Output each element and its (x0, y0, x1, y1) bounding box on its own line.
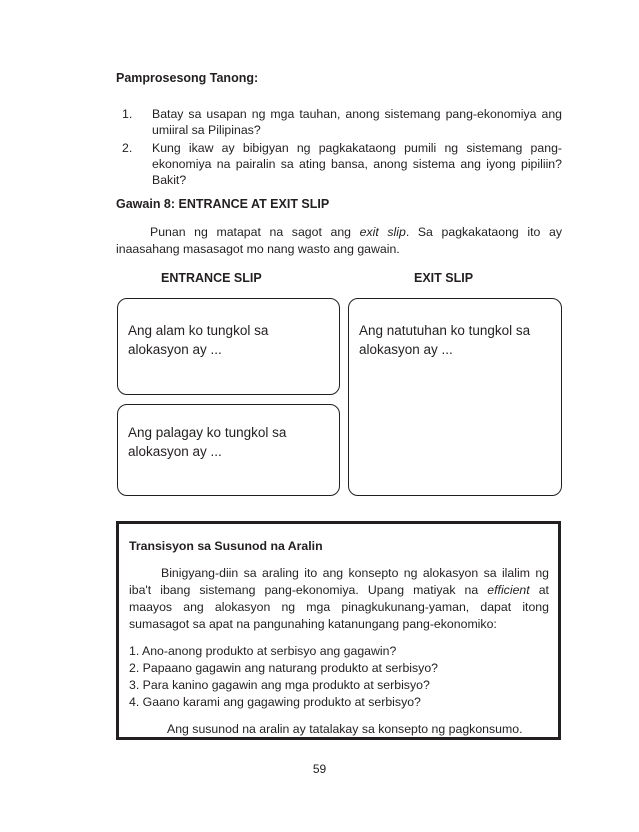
question-number: 1. (122, 107, 133, 121)
transition-box (116, 521, 561, 740)
transition-content (129, 538, 549, 738)
exit-slip-prompt: Ang natutuhan ko tungkol sa alokasyon ay ... (359, 323, 531, 357)
question-item (122, 106, 562, 138)
transition-closing: Ang susunod na aralin ay tatalakay sa konsepto ng pagkonsumo. (167, 722, 523, 736)
instruction-text: Punan ng matapat na sagot ang (150, 225, 360, 239)
instruction-italic: exit slip (359, 225, 406, 239)
list-item: 4. Gaano karami ang gagawing produkto at serbisyo? (129, 695, 421, 709)
transition-text-end: at maayos ang alokasyon ng mga pinagkukunang-yaman, dapat itong sumasagot sa apat na pangunahing katanungang pang-ekonomiko: (129, 583, 549, 631)
exit-slip-box[interactable] (348, 298, 562, 496)
processing-questions-heading: Pamprosesong Tanong: (116, 71, 259, 85)
question-number: 2. (122, 141, 133, 155)
list-item: 2. Papaano gagawin ang naturang produkto at serbisyo? (129, 661, 439, 675)
entrance-slip-prompt-1: Ang alam ko tungkol sa alokasyon ay ... (128, 323, 269, 357)
entrance-slip-label: ENTRANCE SLIP (161, 271, 262, 285)
processing-questions-list (122, 106, 562, 190)
question-text: Batay sa usapan ng mga tauhan, anong sistemang pang-ekonomiya ang umiiral sa Pilipinas? (152, 107, 562, 137)
transition-italic: efficient (487, 583, 530, 597)
transition-heading: Transisyon sa Susunod na Aralin (129, 539, 323, 553)
transition-text: Binigyang-diin sa araling ito ang konsepto ng alokasyon sa ilalim ng iba't ibang sistemang pang-ekonomiya. Upang matiyak na (129, 566, 549, 597)
economic-questions-list (129, 643, 549, 711)
list-item: 1. Ano-anong produkto at serbisyo ang gagawin? (129, 644, 397, 658)
instruction-text-end: . Sa pagkakataong ito ay inaasahang masasagot mo nang wasto ang gawain. (116, 225, 562, 256)
activity-instruction (116, 224, 562, 258)
question-text: Kung ikaw ay bibigyan ng pagkakataong pumili ng sistemang pang-ekonomiya na pairalin sa ating bansa, anong sistema ang iyong pipiliin? Bakit? (152, 141, 562, 187)
exit-slip-label: EXIT SLIP (414, 271, 474, 285)
list-item: 3. Para kanino gagawin ang mga produkto at serbisyo? (129, 678, 430, 692)
page-number: 59 (312, 762, 327, 776)
transition-paragraph (129, 565, 549, 633)
entrance-slip-prompt-2: Ang palagay ko tungkol sa alokasyon ay ... (128, 425, 287, 459)
question-item (122, 140, 562, 188)
activity-heading: Gawain 8: ENTRANCE AT EXIT SLIP (116, 197, 330, 211)
entrance-slip-box-1[interactable] (117, 298, 340, 395)
entrance-slip-box-2[interactable] (117, 404, 340, 496)
